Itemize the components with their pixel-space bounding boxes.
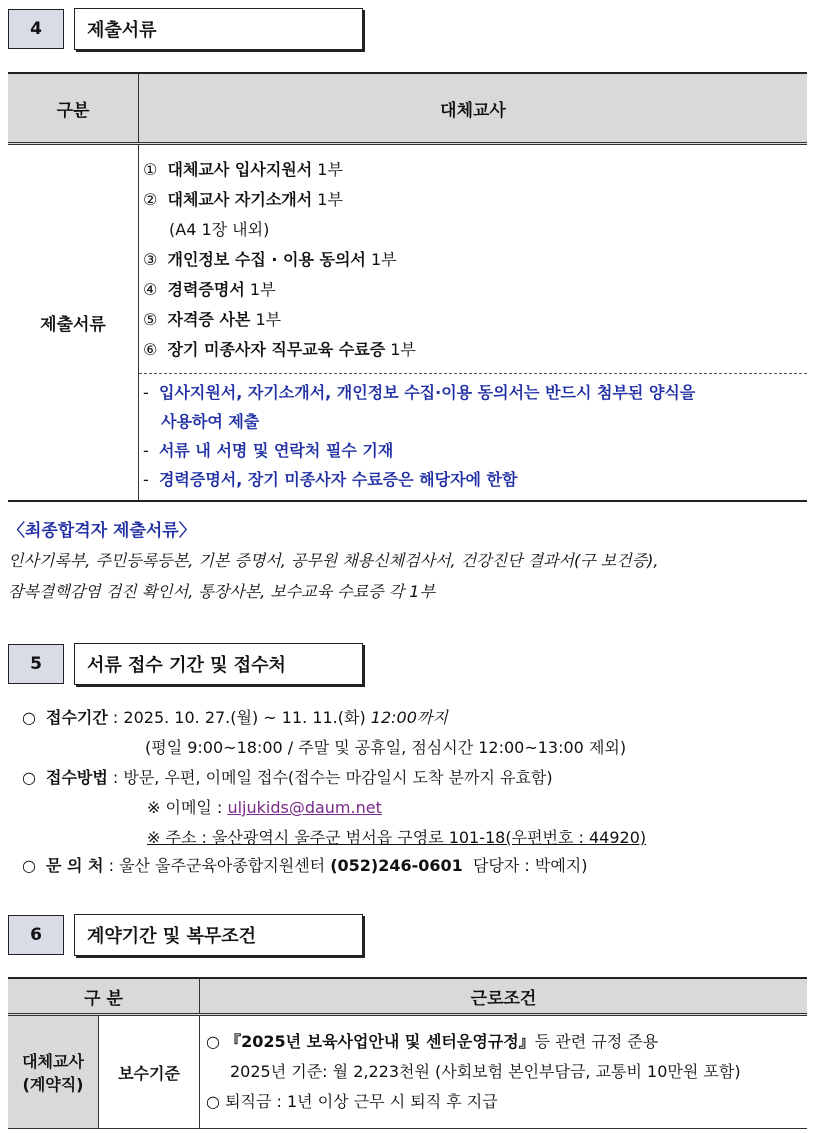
final-documents-heading: 〈최종합격자 제출서류〉	[8, 521, 196, 541]
conditions-table	[8, 977, 807, 1129]
row-label-documents: 제출서류	[8, 144, 139, 502]
doc-item-6: ⑥ 장기 미종사자 직무교육 수료증 1부	[143, 340, 416, 359]
contact-row: ○ 문 의 처 : 울산 울주군육아종합지원센터 (052)246-0601 담당자 : 박예지)	[22, 856, 588, 875]
section-6-number: 6	[8, 915, 64, 955]
section-4-title: 제출서류	[74, 8, 363, 50]
doc-item-2: ② 대체교사 자기소개서 1부	[143, 190, 343, 209]
email-row: ※ 이메일 : uljukids@daum.net	[147, 798, 382, 817]
doc-item-3: ③ 개인정보 수집 · 이용 동의서 1부	[143, 250, 397, 269]
period-row: ○ 접수기간 : 2025. 10. 27.(월) ~ 11. 11.(화) 12:00까지	[22, 708, 448, 727]
section-6-title: 계약기간 및 복무조건	[74, 914, 363, 956]
period-time: 12:00까지	[370, 708, 448, 727]
section-5-number: 5	[8, 644, 64, 684]
header-working-conditions: 근로조건	[200, 978, 808, 1015]
note-1: - 입사지원서, 자기소개서, 개인정보 수집·이용 동의서는 반드시 첨부된 양식을	[143, 383, 696, 402]
final-documents-line2: 잠복결핵감염 검진 확인서, 통장사본, 보수교육 수료증 각 1부	[8, 582, 435, 601]
pay-conditions-cell	[200, 1015, 808, 1129]
period-value: : 2025. 10. 27.(월) ~ 11. 11.(화)	[112, 708, 366, 727]
note-1-cont: 사용하여 제출	[161, 412, 260, 431]
document-notes	[139, 373, 807, 500]
header-substitute-teacher: 대체교사	[139, 73, 808, 144]
header-category: 구분	[8, 73, 139, 144]
documents-table	[8, 72, 807, 502]
sub-label-pay: 보수기준	[99, 1015, 200, 1129]
documents-cell	[139, 144, 808, 502]
final-documents-line1: 인사기록부, 주민등록등본, 기본 증명서, 공무원 채용신체검사서, 건강진단 결과서(구 보건증),	[8, 551, 659, 570]
contact-label: 문 의 처	[46, 856, 104, 875]
section-4-number: 4	[8, 9, 64, 49]
condition-1-detail: 2025년 기준: 월 2,223천원 (사회보험 본인부담금, 교통비 10만원 포함)	[230, 1062, 741, 1081]
doc-item-5: ⑤ 자격증 사본 1부	[143, 310, 282, 329]
email-link[interactable]: uljukids@daum.net	[227, 798, 382, 817]
condition-2: ○ 퇴직금 : 1년 이상 근무 시 퇴직 후 지급	[206, 1092, 498, 1111]
contact-phone: (052)246-0601	[330, 856, 463, 875]
contact-org: : 울산 울주군육아종합지원센터	[108, 856, 326, 875]
method-value: : 방문, 우편, 이메일 접수(접수는 마감일시 도착 분까지 유효함)	[112, 768, 553, 787]
document-list	[139, 145, 807, 373]
row-label-substitute: 대체교사 (계약직)	[8, 1015, 99, 1129]
header-category-2: 구 분	[8, 978, 200, 1015]
address-row: ※ 주소 : 울산광역시 울주군 범서읍 구영로 101-18(우편번호 : 44920)	[147, 828, 647, 847]
note-3: - 경력증명서, 장기 미종사자 수료증은 해당자에 한함	[143, 470, 518, 489]
contact-person: 담당자 : 박예지)	[472, 856, 588, 875]
section-5-title: 서류 접수 기간 및 접수처	[74, 643, 363, 685]
doc-item-2-note: (A4 1장 내외)	[169, 220, 270, 239]
method-row: ○ 접수방법 : 방문, 우편, 이메일 접수(접수는 마감일시 도착 분까지 유효함)	[22, 768, 553, 787]
period-note: (평일 9:00~18:00 / 주말 및 공휴일, 점심시간 12:00~13:00 제외)	[145, 738, 627, 757]
note-2: - 서류 내 서명 및 연락처 필수 기재	[143, 441, 394, 460]
doc-item-4: ④ 경력증명서 1부	[143, 280, 276, 299]
doc-item-1: ① 대체교사 입사지원서 1부	[143, 160, 343, 179]
method-label: 접수방법	[46, 768, 108, 787]
period-label: 접수기간	[46, 708, 108, 727]
condition-1: ○ 『2025년 보육사업안내 및 센터운영규정』등 관련 규정 준용	[206, 1032, 659, 1051]
